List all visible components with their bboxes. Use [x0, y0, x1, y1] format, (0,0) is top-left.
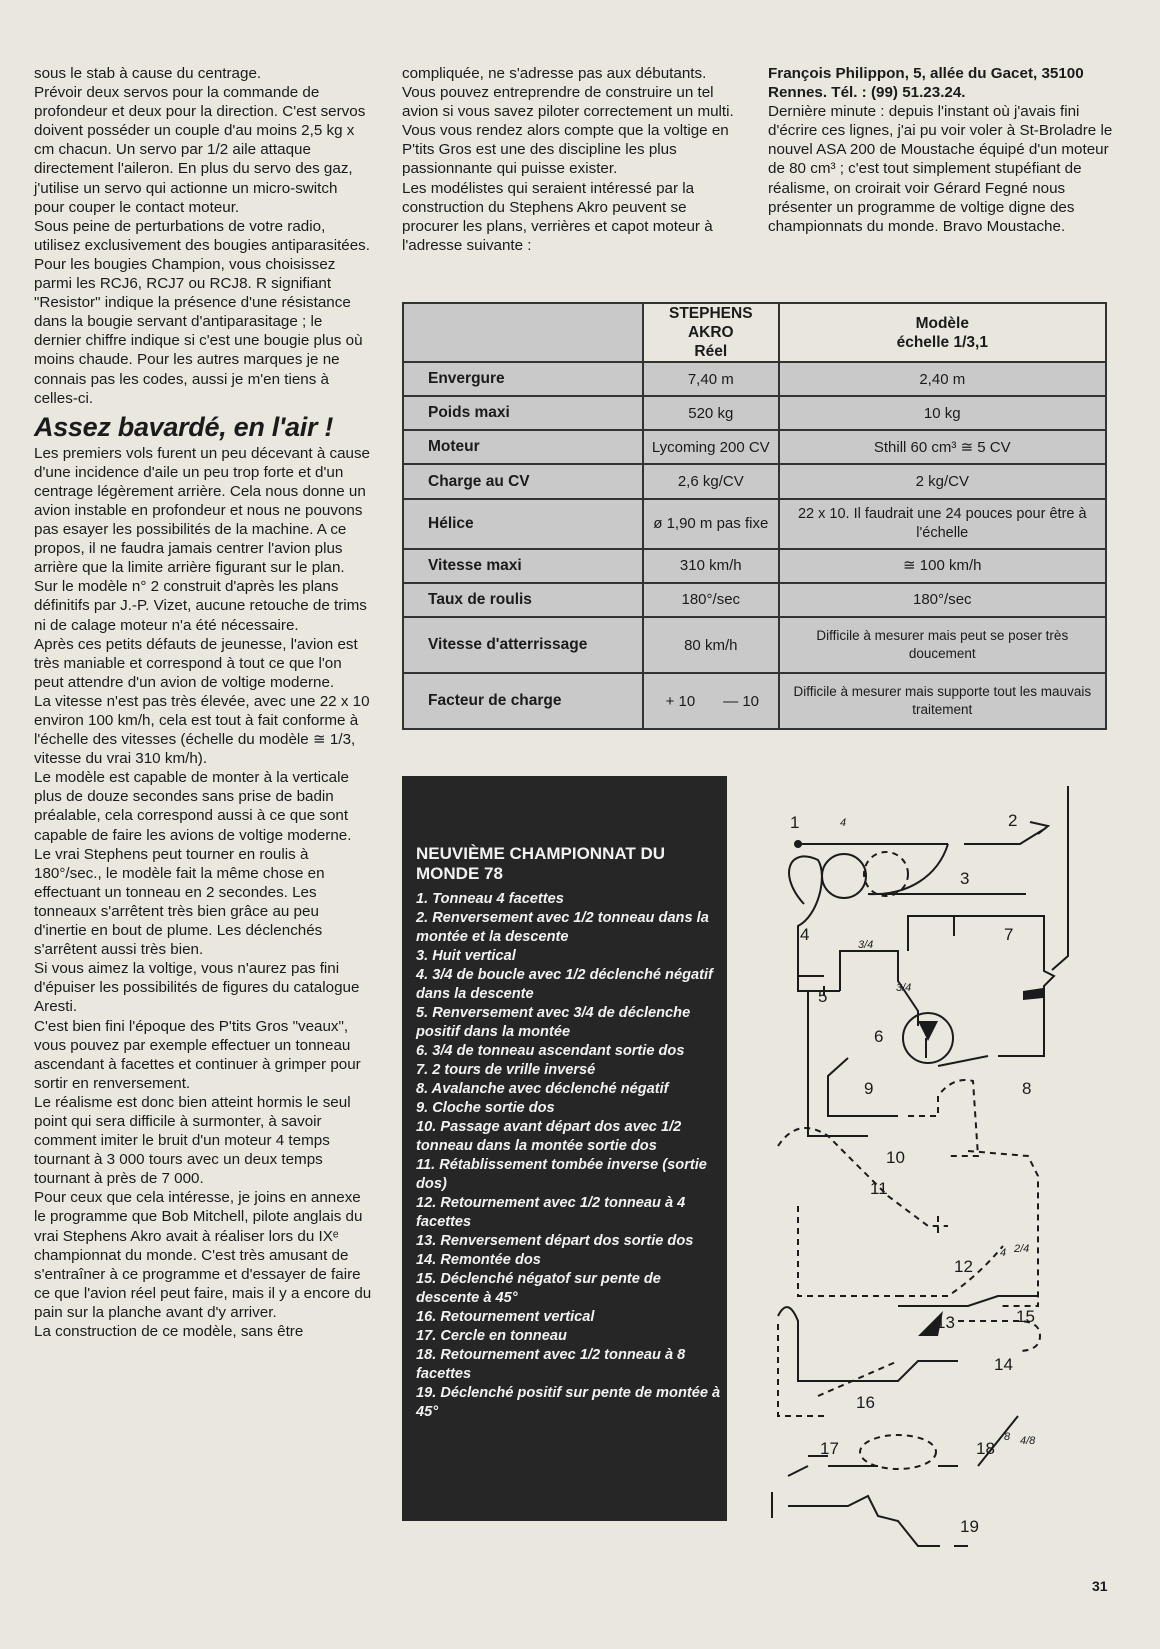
- column-header-real-line2: Réel: [694, 343, 728, 360]
- figure-label-8: 8: [1022, 1079, 1032, 1098]
- list-item: 3. Huit vertical: [416, 948, 516, 964]
- figure-label-12: 12: [954, 1257, 973, 1276]
- paragraph: La construction de ce modèle, sans être: [34, 1323, 304, 1340]
- table-row: [403, 617, 1106, 673]
- figure-label-15: 15: [1016, 1307, 1035, 1326]
- list-item: 19. Déclenché positif sur pente de montée à 45°: [416, 1385, 721, 1420]
- paragraph: Pour ceux que cela intéresse, je joins en annexe le programme que Bob Mitchell, pilote anglais du vrai Stephens Akro avait à réaliser lors du IXᵉ championnat du monde. C'est très amusant de s'entraîner à ce programme et d'essayer de faire ce que l'avion réel peut faire, mais il y a encore du pain sur la planche avant d'y arriver.: [34, 1189, 372, 1321]
- table-header-row: [403, 303, 1106, 362]
- list-item: 15. Déclenché négatof sur pente de descente à 45°: [416, 1271, 661, 1306]
- supplier-address: François Philippon, 5, allée du Gacet, 35100 Rennes. Tél. : (99) 51.23.24.: [768, 65, 1084, 102]
- paragraph: compliquée, ne s'adresse pas aux débutants. Vous pouvez entreprendre de construire un tel avion si vous savez piloter correctement un multi.: [402, 65, 734, 121]
- manoeuvre-path-3: [868, 844, 1026, 894]
- article-column-3: [768, 64, 1114, 236]
- paragraph: Après ces petits défauts de jeunesse, l'avion est très maniable et correspond à tout ce que l'on peut attendre d'un avion de voltige moderne.: [34, 635, 358, 691]
- row-label: Hélice: [403, 499, 643, 549]
- paragraph: Prévoir deux servos pour la commande de profondeur et deux pour la direction. C'est servos doivent posséder un couple d'au moins 2,5 kg x cm chacun. Un servo par 1/2 aile attaque directement l'aileron. En plus du servo des gaz, j'utilise un servo qui actionne un micro-switch pour couper le contact moteur.: [34, 84, 366, 216]
- manoeuvre-entry-line: [1052, 786, 1068, 970]
- cell-real: Lycoming 200 CV: [643, 430, 779, 464]
- program-list: [416, 890, 721, 1422]
- table-corner-cell: [403, 303, 643, 362]
- roll-mark: 2/4: [1014, 1243, 1030, 1255]
- manoeuvre-path-9b: [828, 1058, 898, 1116]
- page-number: 31: [1092, 1578, 1108, 1594]
- paragraph: Le modèle est capable de monter à la verticale plus de douze secondes sans prise de badin préalable, cela correspond aussi à ce que sont capable de faire les avions de voltige moderne.: [34, 769, 352, 844]
- row-label: Poids maxi: [403, 396, 643, 430]
- cell-real: ø 1,90 m pas fixe: [643, 499, 779, 549]
- figure-label-7: 7: [1004, 925, 1014, 944]
- cell-real: 2,6 kg/CV: [643, 464, 779, 498]
- table-row: [403, 549, 1106, 583]
- list-item: 10. Passage avant départ dos avec 1/2 tonneau dans la montée sortie dos: [416, 1119, 682, 1154]
- figure-label-16: 16: [856, 1393, 875, 1412]
- column-header-real-line1: STEPHENS AKRO: [668, 305, 753, 341]
- cell-model: 22 x 10. Il faudrait une 24 pouces pour être à l'échelle: [779, 499, 1106, 549]
- figure-label-14: 14: [994, 1355, 1013, 1374]
- cell-model: Difficile à mesurer mais supporte tout les mauvais traitement: [779, 673, 1106, 729]
- figure-label-18: 18: [976, 1439, 995, 1458]
- column-header-model-line1: Modèle: [915, 314, 969, 332]
- cell-real: 310 km/h: [643, 549, 779, 583]
- specification-table: [402, 302, 1107, 730]
- list-item: 9. Cloche sortie dos: [416, 1100, 555, 1116]
- figure-label-17: 17: [820, 1439, 839, 1458]
- list-item: 12. Retournement avec 1/2 tonneau à 4 facettes: [416, 1195, 686, 1230]
- cell-real: 80 km/h: [643, 617, 779, 673]
- paragraph: C'est bien fini l'époque des P'tits Gros "veaux", vous pouvez par exemple effectuer un tonneau ascendant à facettes et continuer à grimper pour sortir en renversement.: [34, 1017, 361, 1092]
- table-row: [403, 430, 1106, 464]
- figure-label-19: 19: [960, 1517, 979, 1536]
- list-item: 11. Rétablissement tombée inverse (sortie dos): [416, 1157, 707, 1192]
- figure-label-4: 4: [800, 925, 810, 944]
- paragraph: Vous vous rendez alors compte que la voltige en P'tits Gros est une des discipline les plus passionnante qui puisse exister.: [402, 122, 729, 178]
- paragraph: Les premiers vols furent un peu décevant à cause d'une incidence d'aile un peu trop forte et d'un centrage légèrement arrière. Cela nous donne un avion instable en profondeur et nous ne pouvons pas esayer les possibilités de la machine. A ce propos, il ne faudra jamais centrer l'avion plus arrière que la limite arrière figurant sur le plan.: [34, 444, 371, 577]
- list-item: 1. Tonneau 4 facettes: [416, 891, 564, 907]
- figure-label-1: 1: [790, 813, 800, 832]
- figure-label-10: 10: [886, 1148, 905, 1167]
- figure-label-13: 13: [936, 1313, 955, 1332]
- paragraph: Le vrai Stephens peut tourner en roulis à 180°/sec., le modèle fait la même chose en effectuant un tonneau en 2 secondes. Les tonneaux s'arrêtent très bien grâce au peu d'inertie en bout de plume. Les déclenchés s'arrêtent aussi très bien.: [34, 845, 325, 959]
- cell-real: 7,40 m: [643, 362, 779, 396]
- row-label: Envergure: [403, 362, 643, 396]
- list-item: 17. Cercle en tonneau: [416, 1328, 567, 1344]
- row-label: Charge au CV: [403, 464, 643, 498]
- list-item: 7. 2 tours de vrille inversé: [416, 1062, 596, 1078]
- manoeuvre-roll-17: [860, 1435, 936, 1469]
- roll-mark: 4: [1000, 1247, 1007, 1259]
- manoeuvre-loop-3: [822, 854, 866, 898]
- figure-label-9: 9: [864, 1079, 874, 1098]
- manoeuvre-path-11: [778, 1128, 948, 1236]
- roll-mark: 3/4: [858, 939, 874, 951]
- snap-arrow-8: [918, 1021, 938, 1041]
- table-row: [403, 396, 1106, 430]
- list-item: 14. Remontée dos: [416, 1252, 541, 1268]
- paragraph: La vitesse n'est pas très élevée, avec une 22 x 10 environ 100 km/h, cela est tout à fait conforme à l'échelle des vitesses (échelle du modèle ≅ 1/3, vitesse du vrai 310 km/h).: [34, 692, 370, 768]
- program-title: NEUVIÈME CHAMPIONNAT DU MONDE 78: [416, 844, 666, 883]
- cell-model: ≅ 100 km/h: [779, 549, 1106, 583]
- list-item: 8. Avalanche avec déclenché négatif: [416, 1081, 669, 1097]
- paragraph: Sous peine de perturbations de votre radio, utilisez exclusivement des bougies antiparasitées. Pour les bougies Champion, vous choisissez parmi les RCJ6, RCJ7 ou RCJ8. R signifiant "Resistor" indique la présence d'une résistance dans la bougie servant d'antiparasitage ; le dernier chiffre indique si c'est une bougie plus où moins chaude. Pour les autres marques je ne connais pas les codes, aussi je m'en tiens à celles-ci.: [34, 217, 370, 407]
- manoeuvre-path-10: [908, 1080, 978, 1156]
- aerobatic-sequence-diagram: [768, 776, 1108, 1576]
- manoeuvre-path-13: [898, 1296, 1038, 1306]
- manoeuvre-path-14: [778, 1307, 958, 1381]
- manoeuvre-path-19: [788, 1496, 968, 1546]
- paragraph: Les modélistes qui seraient intéressé par la construction du Stephens Akro peuvent se procurer les plans, verrières et capot moteur à l'adresse suivante :: [402, 179, 713, 254]
- manoeuvre-path-9: [808, 991, 868, 1136]
- manoeuvre-path-4: [789, 856, 824, 976]
- manoeuvre-path-16: [778, 1324, 898, 1416]
- column-header-model: [779, 303, 1106, 362]
- table-row: [403, 464, 1106, 498]
- cell-model: 2 kg/CV: [779, 464, 1106, 498]
- section-heading: Assez bavardé, en l'air !: [34, 411, 334, 442]
- roll-mark: 8: [1004, 1431, 1011, 1443]
- cell-real: [643, 673, 779, 729]
- row-label: Vitesse d'atterrissage: [403, 617, 643, 673]
- list-item: 16. Retournement vertical: [416, 1309, 595, 1325]
- paragraph: Sur le modèle n° 2 construit d'après les plans définitifs par J.-P. Vizet, aucune retouche de trims ni de calage moteur n'a été nécessaire.: [34, 578, 367, 634]
- table-row: [403, 499, 1106, 549]
- table-row: [403, 583, 1106, 617]
- figure-label-2: 2: [1008, 811, 1018, 830]
- spin-arrow-7: [1023, 988, 1043, 1000]
- paragraph: Dernière minute : depuis l'instant où j'avais fini d'écrire ces lignes, j'ai pu voir voler à St-Broladre le nouvel ASA 200 de Moustache équipé d'un moteur de 80 cm³ ; c'est tout simplement stupéfiant de réalisme, on croirait voir Gérard Fegné nous présenter un programme de voltige digne des championnats du monde. Bravo Moustache.: [768, 103, 1113, 235]
- cell-real: 520 kg: [643, 396, 779, 430]
- cell-model: 10 kg: [779, 396, 1106, 430]
- load-factor-negative: — 10: [723, 692, 760, 710]
- column-header-real: [643, 303, 779, 362]
- roll-mark: 4: [840, 817, 847, 829]
- column-header-model-line2: échelle 1/3,1: [896, 333, 988, 351]
- roll-mark: 4/8: [1020, 1435, 1036, 1447]
- figure-label-3: 3: [960, 869, 970, 888]
- table-row: [403, 673, 1106, 729]
- load-factor-positive: + 10: [665, 692, 696, 710]
- table-row: [403, 362, 1106, 396]
- row-label: Moteur: [403, 430, 643, 464]
- article-column-2: [402, 64, 742, 255]
- article-column-1: [34, 64, 372, 1341]
- paragraph: Si vous aimez la voltige, vous n'aurez pas fini d'épuiser les possibilités de figures du catalogue Aresti.: [34, 960, 360, 1016]
- list-item: 6. 3/4 de tonneau ascendant sortie dos: [416, 1043, 685, 1059]
- figure-label-6: 6: [874, 1027, 884, 1046]
- championship-program-box: [402, 776, 727, 1521]
- manoeuvre-path-12b: [968, 1151, 1038, 1306]
- row-label: Facteur de charge: [403, 673, 643, 729]
- cell-model: Sthill 60 cm³ ≅ 5 CV: [779, 430, 1106, 464]
- manoeuvre-path-12: [798, 1206, 1003, 1296]
- figure-label-11: 11: [870, 1179, 888, 1198]
- cell-model: Difficile à mesurer mais peut se poser très doucement: [779, 617, 1106, 673]
- list-item: 13. Renversement départ dos sortie dos: [416, 1233, 694, 1249]
- paragraph: sous le stab à cause du centrage.: [34, 65, 262, 82]
- figure-label-5: 5: [818, 987, 828, 1006]
- list-item: 2. Renversement avec 1/2 tonneau dans la montée et la descente: [416, 910, 709, 945]
- cell-model: 180°/sec: [779, 583, 1106, 617]
- list-item: 4. 3/4 de boucle avec 1/2 déclenché négatif dans la descente: [416, 967, 713, 1002]
- list-item: 18. Retournement avec 1/2 tonneau à 8 facettes: [416, 1347, 686, 1382]
- list-item: 5. Renversement avec 3/4 de déclenche positif dans la montée: [416, 1005, 691, 1040]
- paragraph: Le réalisme est donc bien atteint hormis le seul point qui sera difficile à surmonter, à savoir comment imiter le bruit d'un moteur 4 temps tournant à 3 000 tours avec un deux temps tournant à près de 7 000.: [34, 1093, 351, 1188]
- row-label: Taux de roulis: [403, 583, 643, 617]
- row-label: Vitesse maxi: [403, 549, 643, 583]
- cell-real: 180°/sec: [643, 583, 779, 617]
- start-marker: [794, 840, 802, 848]
- roll-mark: 3/4: [896, 982, 912, 994]
- cell-model: 2,40 m: [779, 362, 1106, 396]
